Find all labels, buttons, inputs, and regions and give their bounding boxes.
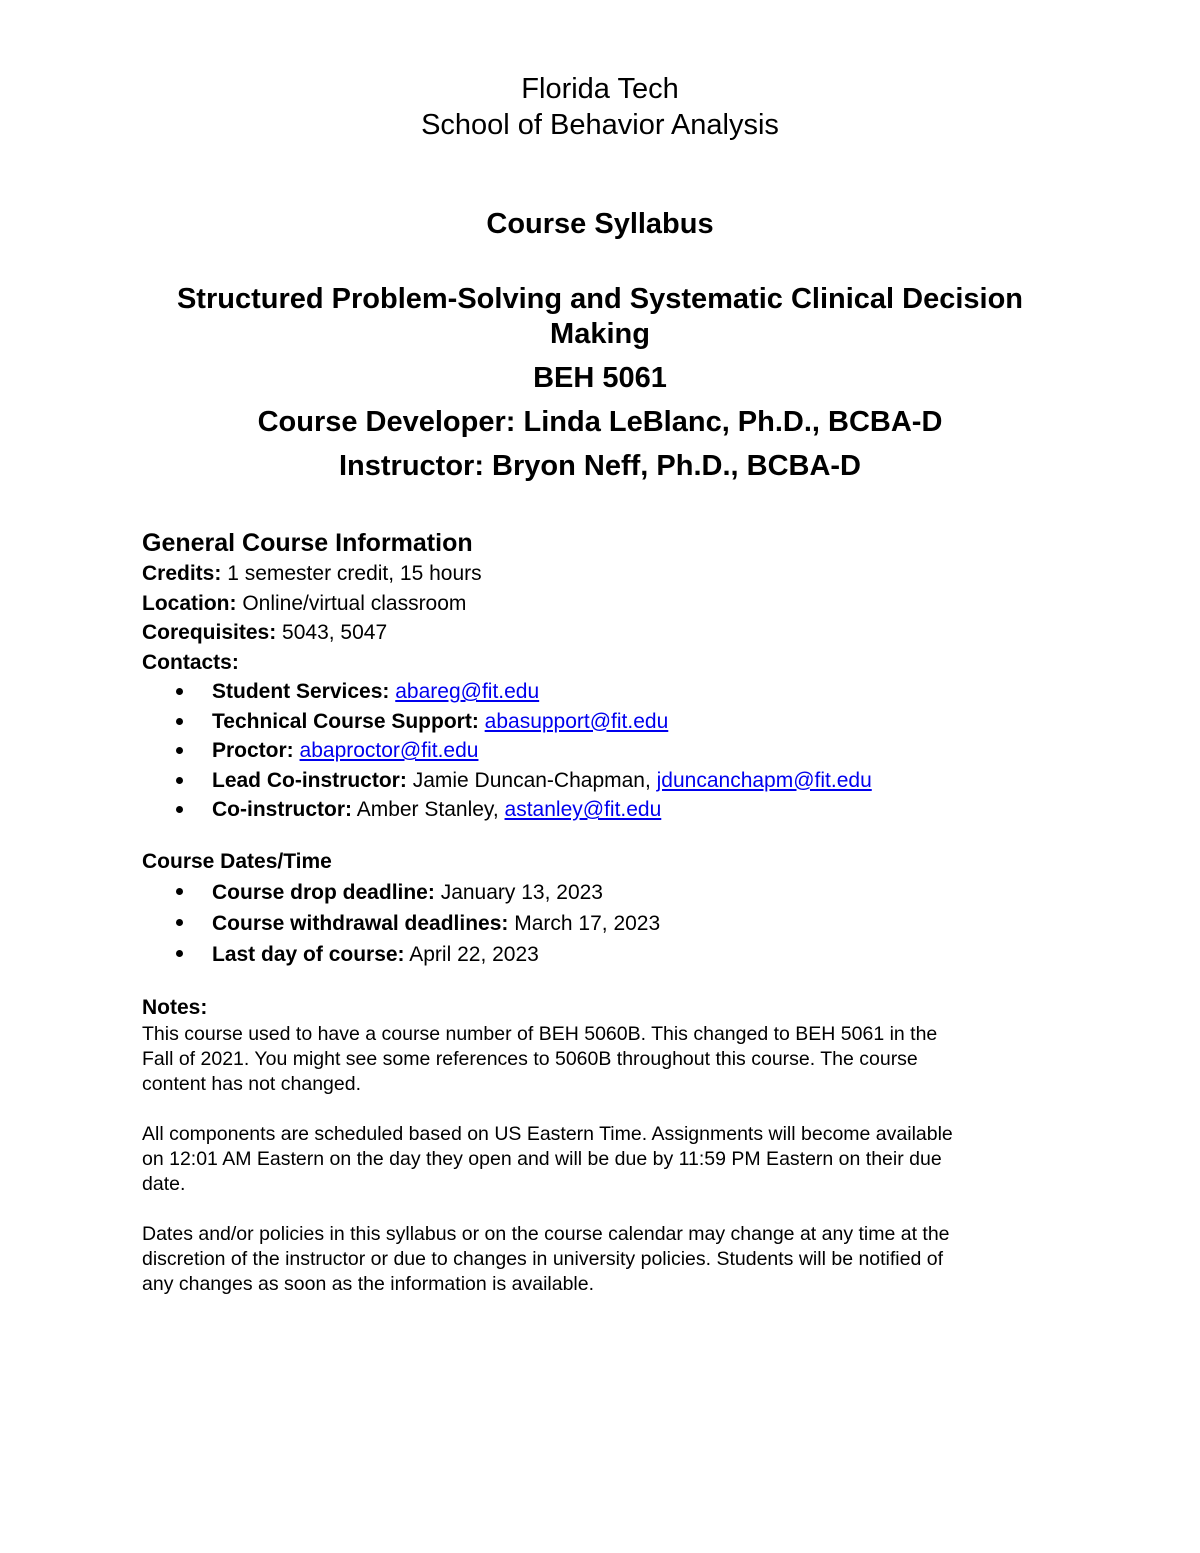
school-name: School of Behavior Analysis xyxy=(421,109,779,141)
contact-label: Proctor: xyxy=(212,739,294,762)
contact-label: Co-instructor: xyxy=(212,798,352,821)
course-instructor: Instructor: Bryon Neff, Ph.D., BCBA-D xyxy=(339,450,861,482)
notes-text-line: Fall of 2021. You might see some references to 5060B throughout this course. The course xyxy=(142,1048,918,1070)
contact-name: Amber Stanley, xyxy=(356,798,505,821)
bullet-icon xyxy=(176,919,183,926)
contacts-label xyxy=(142,648,1062,678)
corequisites-label: Corequisites: xyxy=(142,621,277,644)
institution-name: Florida Tech xyxy=(521,73,679,105)
contact-label: Technical Course Support: xyxy=(212,709,479,733)
notes-paragraph-1 xyxy=(142,1022,1062,1097)
course-dates-section xyxy=(142,848,1062,970)
bullet-icon xyxy=(176,688,183,695)
date-label: Course withdrawal deadlines: xyxy=(212,912,509,935)
student-services-email-link[interactable]: abareg@fit.edu xyxy=(395,680,540,703)
corequisites-value: 5043, 5047 xyxy=(276,621,388,644)
contact-item-technical-support xyxy=(142,707,1062,737)
notes-text-line: Dates and/or policies in this syllabus or on the course calendar may change at any time at the xyxy=(142,1223,950,1245)
notes-heading: Notes: xyxy=(142,996,208,1019)
contact-item-proctor xyxy=(142,736,1062,766)
notes-text-line: date. xyxy=(142,1173,186,1195)
date-item-last-day xyxy=(142,939,1062,970)
credits-value: 1 semester credit, 15 hours xyxy=(221,562,482,585)
contacts-label-text: Contacts: xyxy=(142,650,239,674)
credits-row xyxy=(142,559,1062,589)
bullet-icon xyxy=(176,777,183,784)
bullet-icon xyxy=(176,888,183,895)
notes-section xyxy=(142,994,1062,1297)
corequisites-row xyxy=(142,618,1062,648)
course-title-line-2: Making xyxy=(550,318,650,350)
general-info-heading: General Course Information xyxy=(142,529,473,557)
contact-label: Student Services: xyxy=(212,680,390,703)
location-value: Online/virtual classroom xyxy=(236,591,467,615)
contact-name: Jamie Duncan-Chapman, xyxy=(412,768,657,792)
lead-co-instructor-email-link[interactable]: jduncanchapm@fit.edu xyxy=(656,768,872,792)
course-title-line-1: Structured Problem-Solving and Systematic Clinical Decision xyxy=(176,283,1024,315)
co-instructor-email-link[interactable]: astanley@fit.edu xyxy=(504,798,662,821)
location-label: Location: xyxy=(142,591,237,615)
credits-label: Credits: xyxy=(142,562,222,585)
notes-text-line: discretion of the instructor or due to changes in university policies. Students will be notified of xyxy=(142,1248,944,1270)
bullet-icon xyxy=(176,806,183,813)
bullet-icon xyxy=(176,718,183,725)
notes-text-line: This course used to have a course number of BEH 5060B. This changed to BEH 5061 in the xyxy=(142,1023,938,1045)
contacts-list xyxy=(142,677,1062,825)
contact-item-co-instructor xyxy=(142,795,1062,825)
general-info-section xyxy=(142,528,1062,825)
bullet-icon xyxy=(176,747,183,754)
course-dates-list xyxy=(142,877,1062,970)
notes-text-line: on 12:01 AM Eastern on the day they open and will be due by 11:59 PM Eastern on their due xyxy=(142,1148,942,1170)
document-type: Course Syllabus xyxy=(486,208,714,240)
notes-paragraph-2 xyxy=(142,1122,1062,1197)
date-item-withdrawal-deadline xyxy=(142,908,1062,939)
technical-support-email-link[interactable]: abasupport@fit.edu xyxy=(484,709,669,733)
contact-item-student-services xyxy=(142,677,1062,707)
contact-label: Lead Co-instructor: xyxy=(212,768,407,792)
date-label: Last day of course: xyxy=(212,943,405,966)
notes-text-line: All components are scheduled based on US Eastern Time. Assignments will become available xyxy=(142,1123,953,1145)
course-code: BEH 5061 xyxy=(533,362,667,394)
contact-item-lead-co-instructor xyxy=(142,766,1062,796)
notes-paragraph-3 xyxy=(142,1222,1062,1297)
location-row xyxy=(142,589,1062,619)
date-value: April 22, 2023 xyxy=(404,943,539,966)
date-item-drop-deadline xyxy=(142,877,1062,908)
notes-text-line: any changes as soon as the information is available. xyxy=(142,1273,595,1295)
proctor-email-link[interactable]: abaproctor@fit.edu xyxy=(299,739,479,762)
date-value: January 13, 2023 xyxy=(434,881,603,904)
date-label: Course drop deadline: xyxy=(212,881,435,904)
date-value: March 17, 2023 xyxy=(508,912,661,935)
bullet-icon xyxy=(176,950,183,957)
course-developer: Course Developer: Linda LeBlanc, Ph.D., BCBA-D xyxy=(257,406,943,438)
notes-text-line: content has not changed. xyxy=(142,1073,362,1095)
course-dates-heading: Course Dates/Time xyxy=(142,850,332,873)
